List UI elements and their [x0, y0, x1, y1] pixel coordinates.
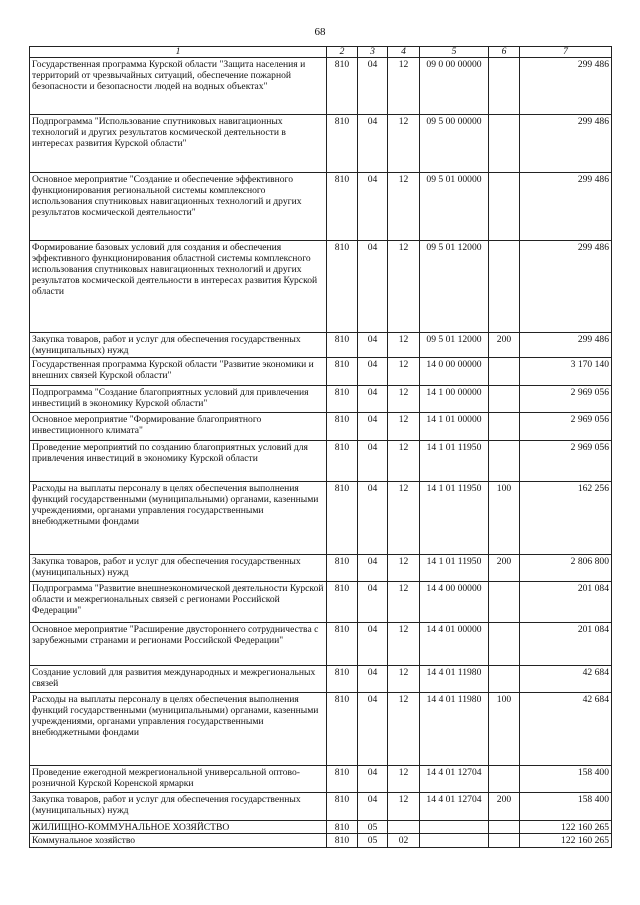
- row-ministry: 810: [327, 173, 358, 241]
- row-expense-type: [489, 413, 520, 441]
- row-expense-type: [489, 666, 520, 693]
- row-ministry: 810: [327, 793, 358, 821]
- row-ministry: 810: [327, 623, 358, 666]
- row-target-article: 14 1 01 11950: [420, 441, 489, 482]
- row-section: 04: [358, 693, 388, 766]
- row-amount: 201 084: [520, 582, 612, 623]
- row-name: Основное мероприятие "Формирование благоприятного инвестиционного климата": [30, 413, 327, 441]
- row-expense-type: 100: [489, 482, 520, 555]
- row-ministry: 810: [327, 58, 358, 115]
- row-target-article: 14 1 00 00000: [420, 386, 489, 413]
- table-row: [30, 358, 612, 386]
- row-expense-type: [489, 623, 520, 666]
- row-subsection: 12: [388, 793, 420, 821]
- row-amount: 2 806 800: [520, 555, 612, 582]
- row-expense-type: 200: [489, 555, 520, 582]
- row-section: 05: [358, 834, 388, 848]
- row-ministry: 810: [327, 441, 358, 482]
- row-section: 04: [358, 386, 388, 413]
- row-ministry: 810: [327, 386, 358, 413]
- row-section: 04: [358, 333, 388, 358]
- row-ministry: 810: [327, 834, 358, 848]
- row-expense-type: [489, 821, 520, 834]
- table-row: [30, 413, 612, 441]
- row-name: Закупка товаров, работ и услуг для обеспечения государственных (муниципальных) нужд: [30, 555, 327, 582]
- row-section: 04: [358, 555, 388, 582]
- table-row: [30, 58, 612, 115]
- row-subsection: 12: [388, 441, 420, 482]
- row-ministry: 810: [327, 333, 358, 358]
- row-subsection: 12: [388, 482, 420, 555]
- row-name: Коммунальное хозяйство: [30, 834, 327, 848]
- row-section: 04: [358, 58, 388, 115]
- row-expense-type: 200: [489, 793, 520, 821]
- row-name: Подпрограмма "Создание благоприятных условий для привлечения инвестиций в экономику Курской области": [30, 386, 327, 413]
- table-row: [30, 441, 612, 482]
- row-target-article: 09 5 01 00000: [420, 173, 489, 241]
- row-name: Основное мероприятие "Создание и обеспечение эффективного функционирования региональной системы комплексного использования спутниковых навигационных технологий и других результатов космической деятельности": [30, 173, 327, 241]
- row-target-article: 09 5 01 12000: [420, 333, 489, 358]
- row-ministry: 810: [327, 582, 358, 623]
- row-subsection: 12: [388, 386, 420, 413]
- row-amount: 42 684: [520, 693, 612, 766]
- header-col-4: 4: [388, 47, 420, 58]
- row-name: Расходы на выплаты персоналу в целях обеспечения выполнения функций государственными (муниципальными) органами, казенными учреждениями, органами управления государственными внебюджетными фондами: [30, 482, 327, 555]
- row-ministry: 810: [327, 482, 358, 555]
- row-ministry: 810: [327, 413, 358, 441]
- row-subsection: 12: [388, 241, 420, 333]
- row-expense-type: [489, 386, 520, 413]
- header-col-2: 2: [327, 47, 358, 58]
- row-name: Закупка товаров, работ и услуг для обеспечения государственных (муниципальных) нужд: [30, 793, 327, 821]
- row-name: Государственная программа Курской области "Развитие экономики и внешних связей Курской области": [30, 358, 327, 386]
- table-row: [30, 821, 612, 834]
- row-target-article: 14 4 01 00000: [420, 623, 489, 666]
- table-row: [30, 793, 612, 821]
- row-section: 04: [358, 115, 388, 173]
- table-row: [30, 333, 612, 358]
- row-amount: 2 969 056: [520, 441, 612, 482]
- row-name: Расходы на выплаты персоналу в целях обеспечения выполнения функций государственными (муниципальными) органами, казенными учреждениями, органами управления государственными внебюджетными фондами: [30, 693, 327, 766]
- row-amount: 122 160 265: [520, 834, 612, 848]
- row-section: 04: [358, 358, 388, 386]
- row-subsection: 12: [388, 555, 420, 582]
- row-ministry: 810: [327, 358, 358, 386]
- row-amount: 299 486: [520, 115, 612, 173]
- table-row: [30, 623, 612, 666]
- row-name: Государственная программа Курской области "Защита населения и территорий от чрезвычайных ситуаций, обеспечение пожарной безопасности и безопасности людей на водных объектах": [30, 58, 327, 115]
- header-col-3: 3: [358, 47, 388, 58]
- table-row: [30, 173, 612, 241]
- row-target-article: 14 4 01 11980: [420, 666, 489, 693]
- row-subsection: [388, 821, 420, 834]
- row-name: Формирование базовых условий для создания и обеспечения эффективного функционирования областной системы комплексного использования спутниковых навигационных технологий и других результатов космической деятельности в интересах развития Курской области: [30, 241, 327, 333]
- row-name: Проведение мероприятий по созданию благоприятных условий для привлечения инвестиций в экономику Курской области: [30, 441, 327, 482]
- row-ministry: 810: [327, 693, 358, 766]
- table-row: [30, 666, 612, 693]
- table-row: [30, 693, 612, 766]
- row-ministry: 810: [327, 241, 358, 333]
- row-expense-type: [489, 241, 520, 333]
- row-subsection: 12: [388, 666, 420, 693]
- row-ministry: 810: [327, 666, 358, 693]
- table-row: [30, 766, 612, 793]
- row-ministry: 810: [327, 821, 358, 834]
- table-row: [30, 386, 612, 413]
- page-number: 68: [314, 26, 326, 38]
- table-row: [30, 582, 612, 623]
- row-target-article: 14 0 00 00000: [420, 358, 489, 386]
- row-amount: 299 486: [520, 58, 612, 115]
- row-amount: 158 400: [520, 766, 612, 793]
- row-ministry: 810: [327, 766, 358, 793]
- row-expense-type: [489, 766, 520, 793]
- row-target-article: 09 0 00 00000: [420, 58, 489, 115]
- row-expense-type: 200: [489, 333, 520, 358]
- row-subsection: 12: [388, 358, 420, 386]
- row-target-article: 14 4 01 11980: [420, 693, 489, 766]
- row-expense-type: [489, 58, 520, 115]
- row-section: 04: [358, 623, 388, 666]
- row-amount: 3 170 140: [520, 358, 612, 386]
- row-expense-type: [489, 358, 520, 386]
- header-col-5: 5: [420, 47, 489, 58]
- row-amount: 299 486: [520, 241, 612, 333]
- row-amount: 299 486: [520, 333, 612, 358]
- row-subsection: 12: [388, 58, 420, 115]
- row-subsection: 12: [388, 413, 420, 441]
- row-amount: 2 969 056: [520, 413, 612, 441]
- row-name: Основное мероприятие "Расширение двустороннего сотрудничества с зарубежными странами и регионами Российской Федерации": [30, 623, 327, 666]
- row-amount: 42 684: [520, 666, 612, 693]
- row-section: 05: [358, 821, 388, 834]
- row-target-article: [420, 821, 489, 834]
- row-expense-type: [489, 441, 520, 482]
- row-section: 04: [358, 173, 388, 241]
- row-section: 04: [358, 582, 388, 623]
- row-target-article: 14 4 01 12704: [420, 766, 489, 793]
- row-amount: 162 256: [520, 482, 612, 555]
- row-name: Закупка товаров, работ и услуг для обеспечения государственных (муниципальных) нужд: [30, 333, 327, 358]
- table-row: [30, 241, 612, 333]
- row-subsection: 12: [388, 173, 420, 241]
- row-name: Создание условий для развития международных и межрегиональных связей: [30, 666, 327, 693]
- row-target-article: 09 5 00 00000: [420, 115, 489, 173]
- row-subsection: 12: [388, 766, 420, 793]
- row-target-article: 14 1 01 11950: [420, 482, 489, 555]
- row-section: 04: [358, 413, 388, 441]
- row-subsection: 12: [388, 623, 420, 666]
- row-section: 04: [358, 793, 388, 821]
- row-section: 04: [358, 241, 388, 333]
- row-amount: 201 084: [520, 623, 612, 666]
- table-row: [30, 482, 612, 555]
- header-col-6: 6: [489, 47, 520, 58]
- header-col-1: 1: [30, 47, 327, 58]
- row-subsection: 12: [388, 115, 420, 173]
- row-expense-type: [489, 834, 520, 848]
- row-ministry: 810: [327, 115, 358, 173]
- row-target-article: 14 4 00 00000: [420, 582, 489, 623]
- row-amount: 2 969 056: [520, 386, 612, 413]
- row-name: Проведение ежегодной межрегиональной универсальной оптово-розничной Курской Коренской ярмарки: [30, 766, 327, 793]
- row-section: 04: [358, 482, 388, 555]
- header-col-7: 7: [520, 47, 612, 58]
- table-row: [30, 834, 612, 848]
- row-expense-type: [489, 115, 520, 173]
- row-expense-type: [489, 582, 520, 623]
- row-name: ЖИЛИЩНО-КОММУНАЛЬНОЕ ХОЗЯЙСТВО: [30, 821, 327, 834]
- row-amount: 158 400: [520, 793, 612, 821]
- row-expense-type: [489, 173, 520, 241]
- row-section: 04: [358, 441, 388, 482]
- budget-table: [29, 46, 612, 848]
- row-subsection: 12: [388, 582, 420, 623]
- row-target-article: [420, 834, 489, 848]
- row-amount: 299 486: [520, 173, 612, 241]
- row-expense-type: 100: [489, 693, 520, 766]
- row-section: 04: [358, 766, 388, 793]
- row-target-article: 09 5 01 12000: [420, 241, 489, 333]
- table-row: [30, 115, 612, 173]
- row-name: Подпрограмма "Развитие внешнеэкономической деятельности Курской области и межрегиональных связей с регионами Российской Федерации": [30, 582, 327, 623]
- table-row: [30, 555, 612, 582]
- table-header: [30, 47, 612, 58]
- row-ministry: 810: [327, 555, 358, 582]
- row-section: 04: [358, 666, 388, 693]
- row-subsection: 12: [388, 333, 420, 358]
- row-subsection: 02: [388, 834, 420, 848]
- row-target-article: 14 1 01 00000: [420, 413, 489, 441]
- row-name: Подпрограмма "Использование спутниковых навигационных технологий и других результатов космической деятельности в интересах развития Курской области": [30, 115, 327, 173]
- row-target-article: 14 4 01 12704: [420, 793, 489, 821]
- row-amount: 122 160 265: [520, 821, 612, 834]
- row-target-article: 14 1 01 11950: [420, 555, 489, 582]
- row-subsection: 12: [388, 693, 420, 766]
